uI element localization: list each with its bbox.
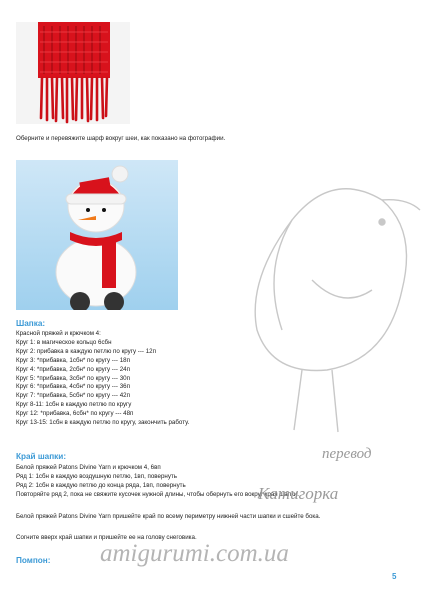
hat-instructions xyxy=(16,330,189,428)
hat-line: Красной пряжей и крючком 4: xyxy=(16,330,101,337)
hat-line: Круг 8-11: 1сбн в каждую петлю по кругу xyxy=(16,401,132,409)
bird-sketch-watermark xyxy=(232,160,421,480)
hat-line: Круг 5: *прибавка, 3сбн* по кругу --- 30п xyxy=(16,374,130,382)
hat-line: Круг 2: прибавка в каждую петлю по кругу --- 12п xyxy=(16,347,156,355)
scarf-fringe-photo xyxy=(16,22,130,124)
brim-line: Ряд 1: 1сбн в каждую воздушную петлю, 1вп, повернуть xyxy=(16,473,177,480)
page-number: 5 xyxy=(392,572,397,581)
hat-line: Круг 1: в магическое кольцо 6сбн xyxy=(16,338,112,346)
brim-line: Белой пряжей Patons Divine Yarn и крючком 4, 6вп xyxy=(16,464,161,471)
hat-line: Круг 13-15: 1сбн в каждую петлю по кругу, закончить работу. xyxy=(16,419,190,427)
hat-line: Круг 7: *прибавка, 5сбн* по кругу --- 42п xyxy=(16,392,130,400)
watermark-translation: перевод xyxy=(322,446,372,462)
brim-paragraph: Белой пряжей Patons Divine Yarn пришейте край по всему периметру нижней части шапки и сшейте бока. xyxy=(16,513,321,520)
watermark-author: Катигорка xyxy=(258,484,339,503)
brim-line: Повторяйте ряд 2, пока не свяжите кусочек нужной длины, чтобы обернуть его вокруг края шапки. xyxy=(16,491,299,498)
pompom-heading: Помпон: xyxy=(16,556,51,565)
hat-line: Круг 4: *прибавка, 2сбн* по кругу --- 24п xyxy=(16,365,130,373)
watermark-site: amigurumi.com.ua xyxy=(100,540,289,567)
hat-heading: Шапка: xyxy=(16,319,46,328)
brim-line: Ряд 2: 1сбн в каждую петлю до конца ряда, 1вп, повернуть xyxy=(16,482,186,489)
hat-line: Круг 12: *прибавка, 6сбн* по кругу --- 48п xyxy=(16,410,134,418)
snowman-photo xyxy=(16,160,178,310)
scarf-caption: Оберните и перевяжите шарф вокруг шеи, как показано на фотографии. xyxy=(16,135,226,142)
brim-heading: Край шапки: xyxy=(16,452,67,461)
hat-line: Круг 6: *прибавка, 4сбн* по кругу --- 36п xyxy=(16,383,130,391)
hat-line: Круг 3: *прибавка, 1сбн* по кругу --- 18п xyxy=(16,356,130,364)
brim-paragraph: Согните вверх край шапки и пришейте ее на голову снеговика. xyxy=(16,534,197,541)
